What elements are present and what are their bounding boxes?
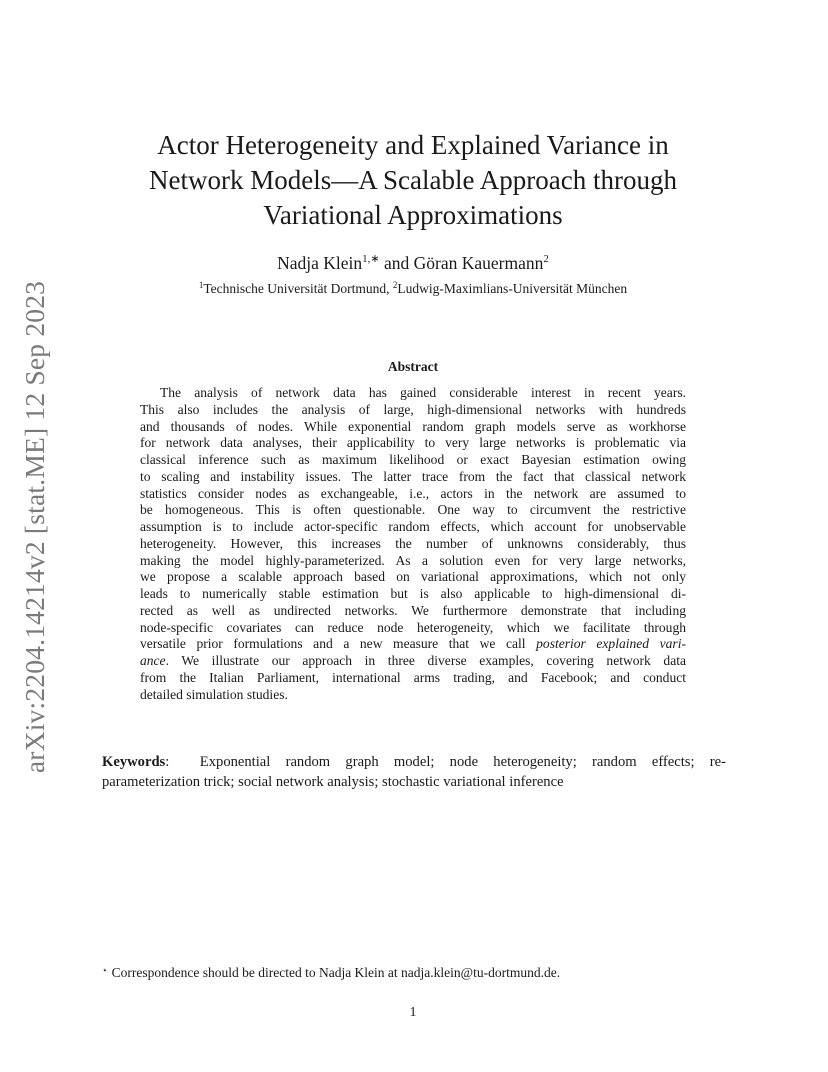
abstract-text: versatile prior formulations and a new measure that we call	[140, 636, 537, 652]
author-affiliation-mark: 2	[543, 253, 549, 265]
abstract-line: making the model highly-parameterized. As a solution even for very large networks,	[140, 552, 686, 568]
footnote-text: Correspondence should be directed to Nadja Klein at nadja.klein@tu-dortmund.de.	[111, 965, 561, 980]
abstract-line	[140, 653, 686, 670]
keywords-text: : Exponential random graph model; node heterogeneity; random effects; re-	[165, 754, 726, 770]
abstract-line: heterogeneity. However, this increases the number of unknowns considerably, thus	[140, 535, 686, 551]
arxiv-identifier-stamp	[6, 282, 64, 772]
abstract-heading: Abstract	[387, 359, 439, 374]
abstract-line: This also includes the analysis of large, high-dimensional networks with hundreds	[140, 401, 686, 417]
abstract-line: from the Italian Parliament, international arms trading, and Facebook; and conduct	[140, 669, 686, 685]
title-line: Network Models—A Scalable Approach through	[149, 165, 677, 195]
abstract-line: statistics consider nodes as exchangeable, i.e., actors in the network are assumed to	[140, 485, 686, 501]
keywords-line	[102, 752, 726, 772]
abstract-line: rected as well as undirected networks. We furthermore demonstrate that including	[140, 602, 686, 618]
keywords-label: Keywords	[102, 754, 166, 770]
abstract-line	[140, 636, 686, 653]
title-line: Variational Approximations	[263, 200, 563, 230]
abstract-line: node-specific covariates can reduce node heterogeneity, which we facilitate through	[140, 619, 686, 635]
abstract-line: classical inference such as maximum likelihood or exact Bayesian estimation owing	[140, 452, 686, 467]
author-list	[100, 252, 726, 274]
abstract-emphasis: posterior explained vari-	[536, 636, 686, 652]
abstract-line: and thousands of nodes. While exponential random graph models serve as workhorse	[140, 418, 686, 434]
affiliation-text: Technische Universität Dortmund,	[203, 281, 393, 296]
affiliation-text: Ludwig-Maximlians-Universität München	[397, 281, 628, 296]
title-line: Actor Heterogeneity and Explained Variance in	[157, 130, 669, 160]
keywords-line: parameterization trick; social network analysis; stochastic variational inference	[102, 774, 564, 790]
page-number: 1	[409, 1005, 417, 1020]
abstract-line: we propose a scalable approach based on variational approximations, which not only	[140, 569, 686, 585]
keywords	[102, 752, 726, 792]
abstract-body	[140, 385, 686, 703]
footnote-mark: ⋆	[102, 965, 108, 975]
author-name: Göran Kauermann	[413, 253, 544, 273]
author-name: Nadja Klein	[277, 253, 363, 273]
abstract-line: for network data analyses, their applicability to very large networks is problematic via	[140, 435, 686, 451]
abstract-line: leads to numerically stable estimation but is also applicable to high-dimensional di-	[140, 586, 686, 601]
paper-title	[100, 128, 726, 233]
abstract-line: to scaling and instability issues. The latter trace from the fact that classical network	[140, 468, 686, 484]
abstract-line: The analysis of network data has gained considerable interest in recent years.	[160, 385, 686, 400]
affiliation-mark: 2	[392, 280, 398, 290]
abstract-text: . We illustrate our approach in three diverse examples, covering network data	[165, 653, 686, 668]
abstract-line: detailed simulation studies.	[140, 686, 288, 702]
correspondence-footnote	[102, 964, 726, 982]
abstract-emphasis: ance	[140, 653, 166, 668]
arxiv-identifier-text: arXiv:2204.14214v2 [stat.ME] 12 Sep 2023	[19, 280, 51, 774]
abstract-line: be homogeneous. This is often questionable. One way to circumvent the restrictive	[140, 502, 686, 518]
affiliation-mark: 1	[198, 280, 204, 290]
author-conjunction: and	[379, 253, 414, 273]
abstract-line: assumption is to include actor-specific random effects, which account for unobservable	[140, 519, 686, 534]
author-affiliation-mark: 1,∗	[362, 253, 380, 265]
affiliations	[100, 280, 726, 298]
